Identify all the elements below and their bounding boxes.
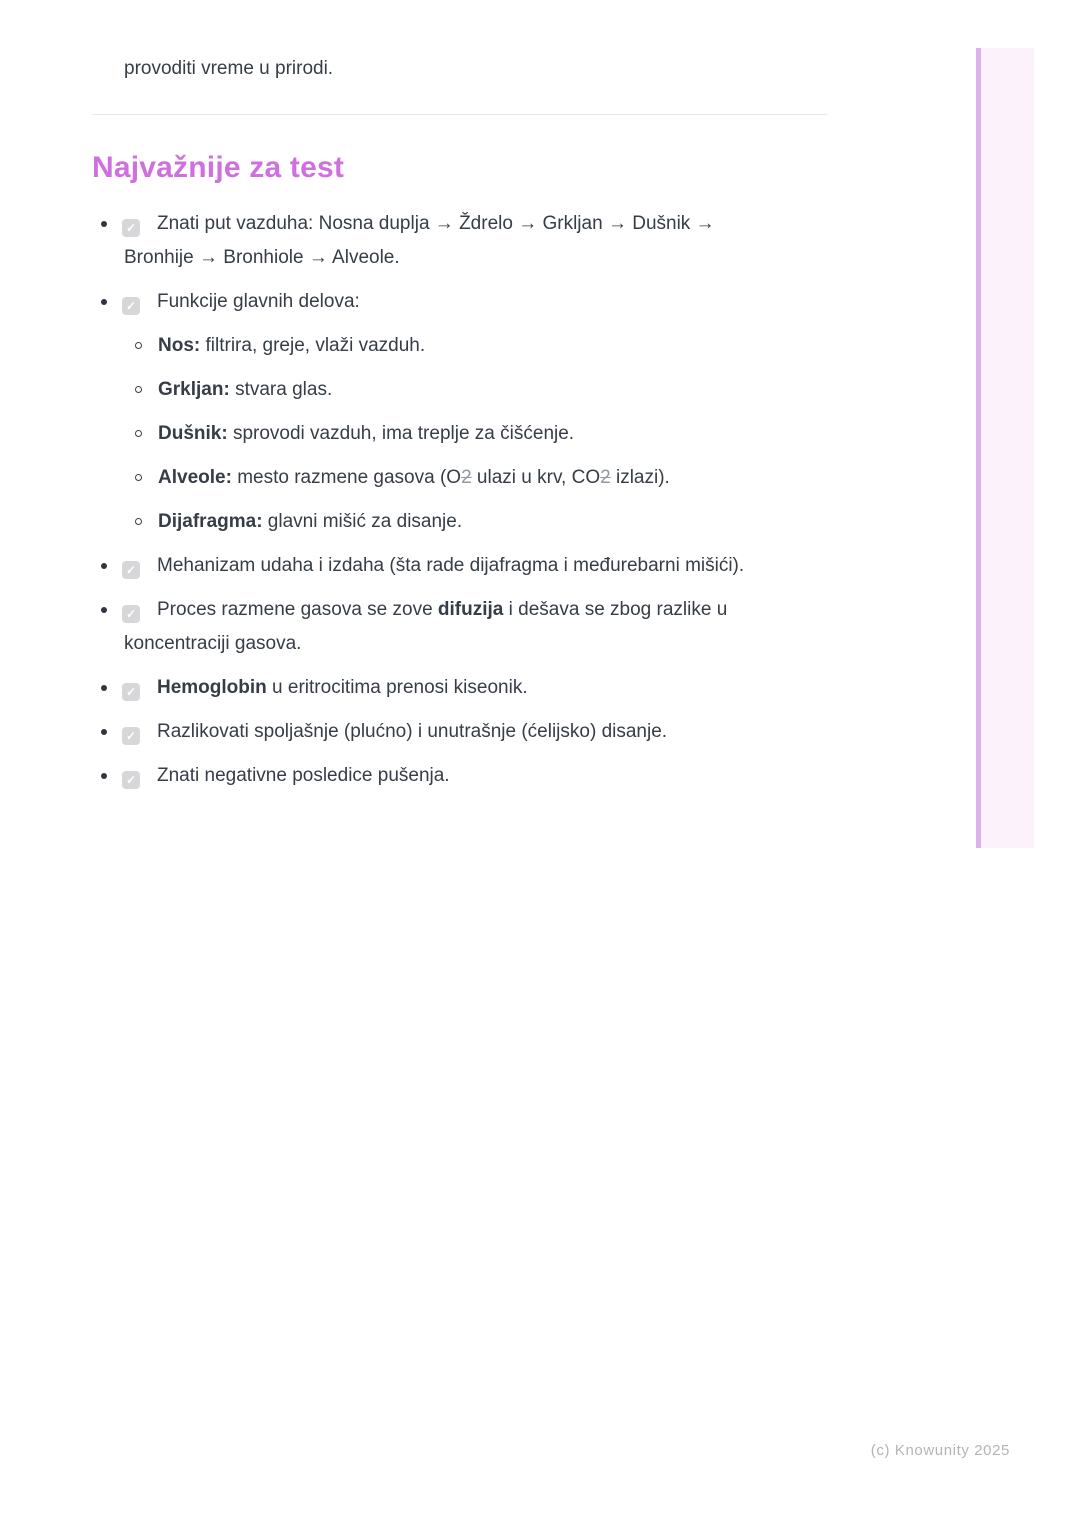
check-icon: ✓ — [125, 607, 137, 621]
sub-list-item — [158, 417, 827, 451]
bullet-dot-icon — [101, 607, 107, 613]
checklist-item — [124, 207, 827, 275]
text-segment: Mehanizam udaha i izdaha (šta rade dijafragma i međurebarni mišići). — [157, 555, 745, 576]
check-icon: ✓ — [125, 221, 137, 235]
sub-item-text — [158, 467, 670, 488]
sub-list-item — [158, 505, 827, 539]
text-segment: Proces razmene gasova se zove — [157, 599, 438, 620]
checklist-item-text — [157, 765, 450, 786]
text-segment: ulazi u krv, CO — [471, 467, 601, 488]
text-segment: mesto razmene gasova (O — [231, 467, 462, 488]
checklist-item — [124, 715, 827, 749]
bold-text: Dijafragma: — [158, 511, 263, 532]
text-segment: stvara glas. — [229, 379, 333, 400]
text-segment: u eritrocitima prenosi kiseonik. — [266, 677, 528, 698]
section-heading: Najvažnije za test — [92, 151, 345, 184]
bold-text: Nos: — [158, 335, 201, 356]
checkbox-icon[interactable] — [122, 297, 140, 315]
bold-text: Dušnik: — [158, 423, 228, 444]
text-segment: filtrira, greje, vlaži vazduh. — [200, 335, 426, 356]
sub-item-text — [158, 379, 332, 400]
circle-bullet-icon — [135, 518, 142, 525]
text-segment: izlazi). — [610, 467, 670, 488]
bullet-dot-icon — [101, 299, 107, 305]
circle-bullet-icon — [135, 474, 142, 481]
sub-list-item — [158, 461, 827, 495]
copyright-footer: (c) Knowunity 2025 — [870, 1442, 1010, 1459]
text-segment: koncentraciji gasova. — [124, 633, 302, 654]
sub-list-item — [158, 329, 827, 363]
check-icon: ✓ — [125, 563, 137, 577]
circle-bullet-icon — [135, 342, 142, 349]
checkbox-icon[interactable] — [122, 727, 140, 745]
checklist-item-text — [157, 291, 360, 312]
section-divider — [92, 114, 827, 115]
bold-text: difuzija — [437, 599, 504, 620]
text-segment: Znati negativne posledice pušenja. — [157, 765, 450, 786]
checklist-item — [124, 671, 827, 705]
text-segment: Bronhije → Bronhiole → Alveole. — [124, 247, 400, 268]
bold-text: Alveole: — [158, 467, 232, 488]
bullet-dot-icon — [101, 729, 107, 735]
checklist-item-text — [157, 677, 528, 698]
bullet-dot-icon — [101, 685, 107, 691]
strikethrough-text: 2 — [600, 467, 611, 488]
checklist-item — [124, 285, 827, 319]
sub-list-item — [158, 373, 827, 407]
text-segment: Funkcije glavnih delova: — [157, 291, 360, 312]
bold-text: Grkljan: — [158, 379, 230, 400]
checkbox-icon[interactable] — [122, 219, 140, 237]
circle-bullet-icon — [135, 386, 142, 393]
checkbox-icon[interactable] — [122, 561, 140, 579]
bullet-dot-icon — [101, 221, 107, 227]
check-icon: ✓ — [125, 729, 137, 743]
checklist-item-text — [124, 599, 727, 654]
checklist-item-text — [157, 721, 667, 742]
checklist — [92, 207, 827, 793]
right-accent-bar — [976, 48, 1034, 848]
checklist-item-text — [157, 555, 744, 576]
checkbox-icon[interactable] — [122, 605, 140, 623]
bullet-dot-icon — [101, 563, 107, 569]
check-icon: ✓ — [125, 685, 137, 699]
circle-bullet-icon — [135, 430, 142, 437]
checklist-item — [124, 759, 827, 793]
sub-item-text — [158, 423, 574, 444]
checklist-item — [124, 593, 827, 661]
strikethrough-text: 2 — [461, 467, 472, 488]
check-icon: ✓ — [125, 773, 137, 787]
sub-item-text — [158, 511, 462, 532]
sub-list — [158, 329, 827, 539]
text-segment: glavni mišić za disanje. — [262, 511, 463, 532]
checkbox-icon[interactable] — [122, 683, 140, 701]
check-icon: ✓ — [125, 299, 137, 313]
content-column — [92, 46, 827, 803]
bold-text: Hemoglobin — [157, 677, 267, 698]
checklist-item — [124, 549, 827, 583]
checklist-item-text — [124, 213, 715, 268]
intro-paragraph: provoditi vreme u prirodi. — [124, 58, 334, 79]
text-segment: Razlikovati spoljašnje (plućno) i unutrašnje (ćelijsko) disanje. — [157, 721, 668, 742]
checkbox-icon[interactable] — [122, 771, 140, 789]
sub-item-text — [158, 335, 425, 356]
text-segment: i dešava se zbog razlike u — [503, 599, 728, 620]
text-segment: sprovodi vazduh, ima treplje za čišćenje. — [227, 423, 575, 444]
text-segment: Znati put vazduha: Nosna duplja → Ždrelo → Grkljan → Dušnik → — [157, 213, 715, 234]
bullet-dot-icon — [101, 773, 107, 779]
